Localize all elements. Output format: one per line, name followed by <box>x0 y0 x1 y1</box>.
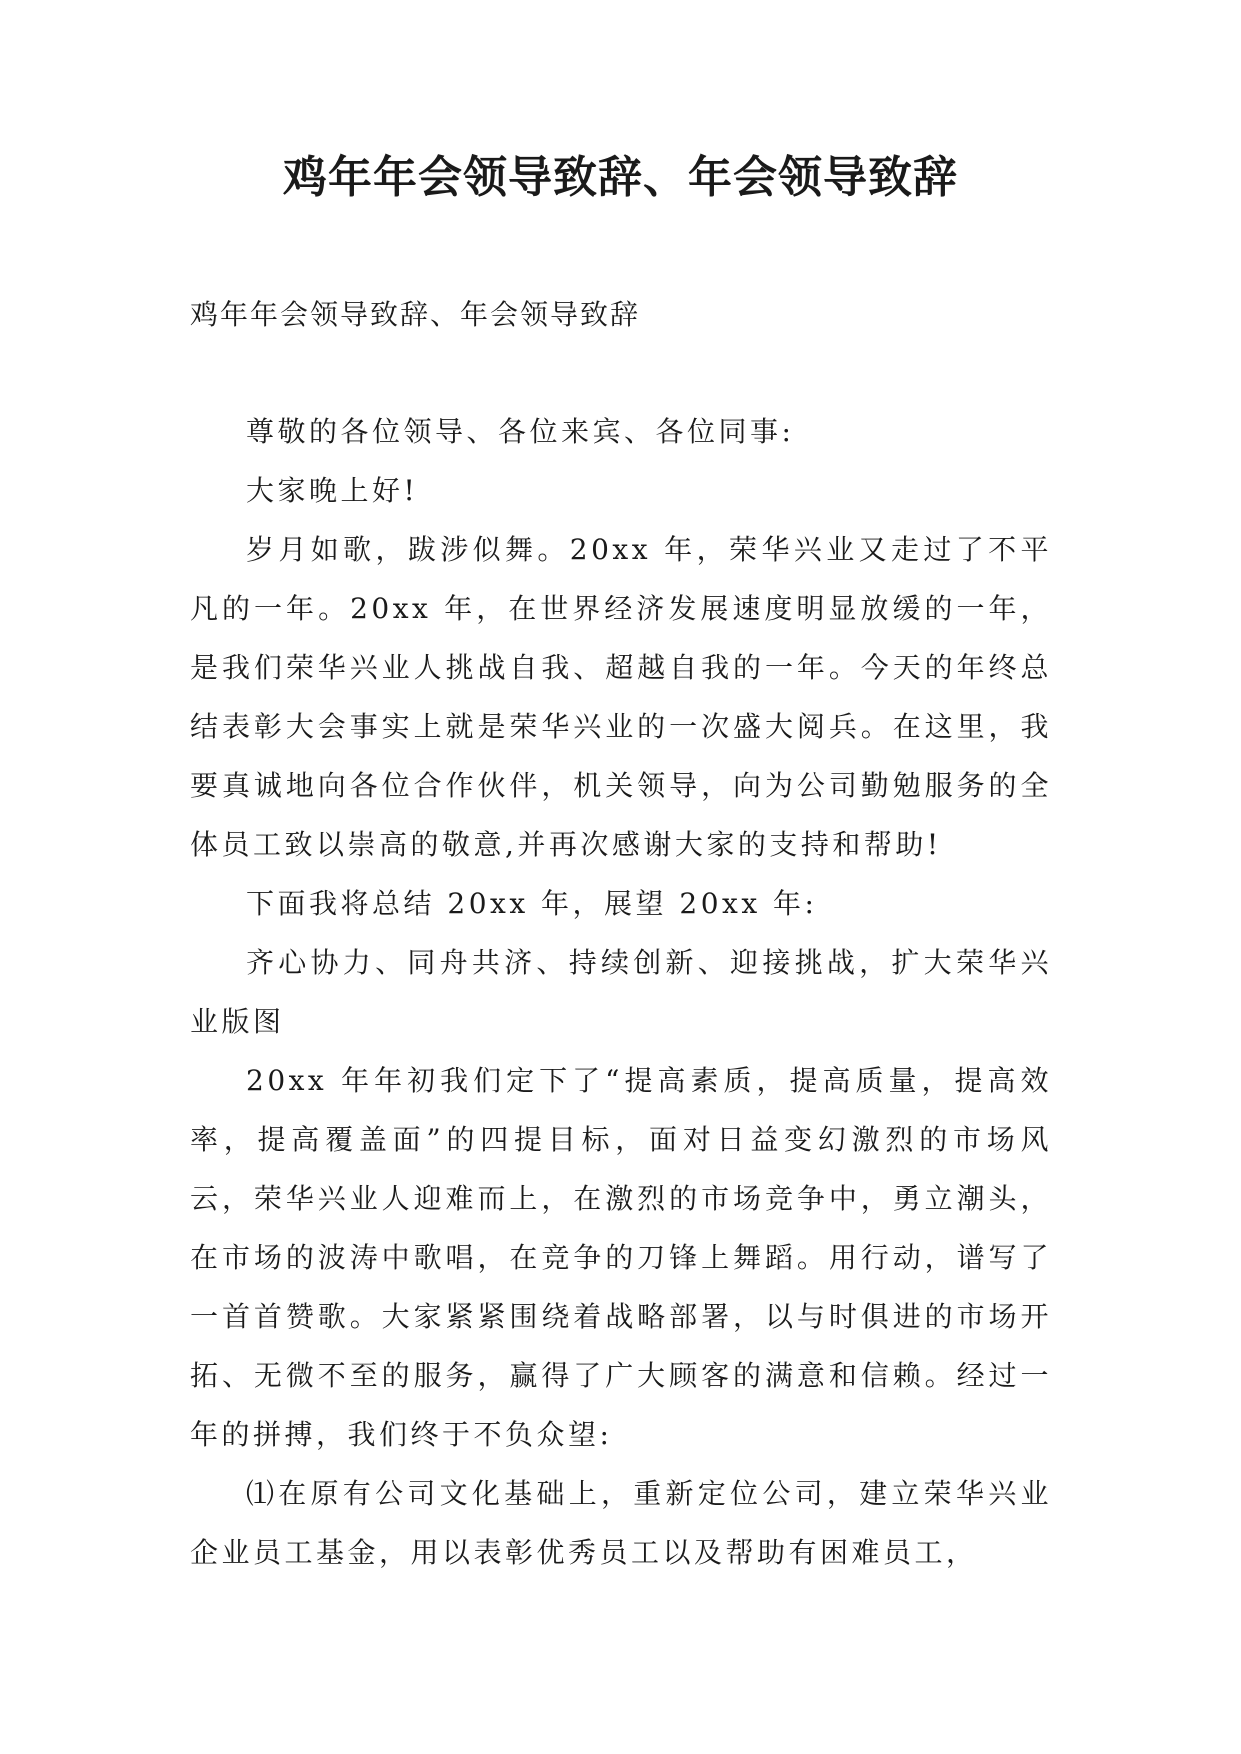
document-body <box>190 402 1052 1582</box>
paragraph-salutation: 大家晚上好! <box>246 474 419 507</box>
paragraph-greeting: 尊敬的各位领导、各位来宾、各位同事: <box>246 415 795 448</box>
document-subtitle: 鸡年年会领导致辞、年会领导致辞 <box>190 298 641 331</box>
paragraph-review: 20xx 年年初我们定下了“提高素质，提高质量，提高效率，提高覆盖面”的四提目标，面对日益变幻激烈的市场风云，荣华兴业人迎难而上，在激烈的市场竞争中，勇立潮头，在市场的波涛中歌唱，在竞争的刀锋上舞蹈。用行动，谱写了一首首赞歌。大家紧紧围绕着战略部署，以与时俱进的市场开拓、无微不至的服务，赢得了广大顾客的满意和信赖。经过一年的拼搏，我们终于不负众望: <box>190 1064 1052 1451</box>
paragraph-outline: 下面我将总结 20xx 年，展望 20xx 年: <box>246 887 818 920</box>
paragraph-item-1: ⑴在原有公司文化基础上，重新定位公司，建立荣华兴业企业员工基金，用以表彰优秀员工以及帮助有困难员工， <box>190 1477 1052 1569</box>
document-title: 鸡年年会领导致辞、年会领导致辞 <box>283 152 958 203</box>
paragraph-heading: 齐心协力、同舟共济、持续创新、迎接挑战，扩大荣华兴业版图 <box>190 946 1052 1038</box>
paragraph-intro: 岁月如歌，跋涉似舞。20xx 年，荣华兴业又走过了不平凡的一年。20xx 年，在世界经济发展速度明显放缓的一年，是我们荣华兴业人挑战自我、超越自我的一年。今天的年终总结表彰大会事实上就是荣华兴业的一次盛大阅兵。在这里，我要真诚地向各位合作伙伴，机关领导，向为公司勤勉服务的全体员工致以崇高的敬意,并再次感谢大家的支持和帮助! <box>190 533 1052 861</box>
